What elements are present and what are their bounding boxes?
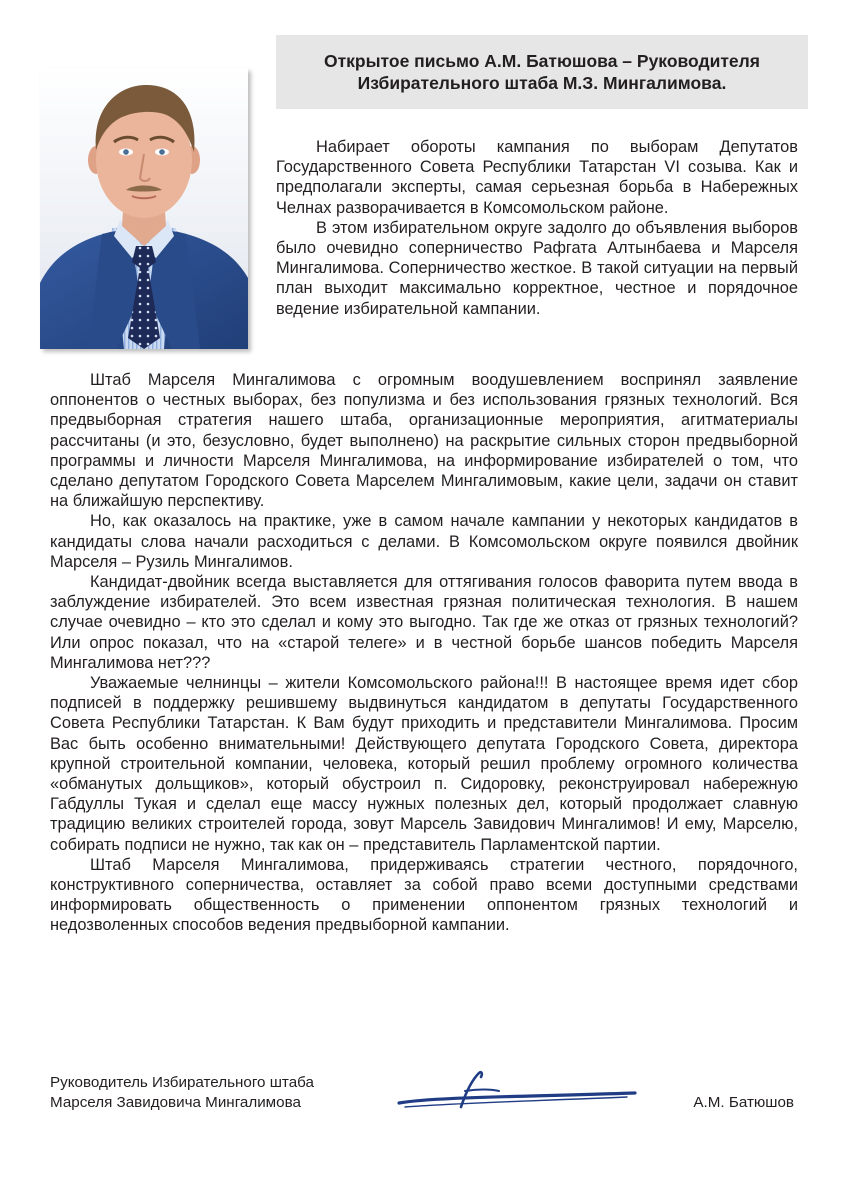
title-line-1: Открытое письмо А.М. Батюшова – Руководителя bbox=[323, 51, 760, 71]
signer-role-line-2: Марселя Завидовича Мингалимова bbox=[50, 1094, 301, 1111]
intro-paragraph: В этом избирательном округе задолго до объявления выборов было очевидно соперничество Рафгата Алтынбаева и Марселя Мингалимова. Соперничество жесткое. В такой ситуации на первый план выходит максимально корректное, честное и порядочное ведение избирательной кампании. bbox=[276, 218, 798, 318]
body-paragraph: Штаб Марселя Мингалимова, придерживаясь стратегии честного, порядочного, конструктивного соперничества, оставляет за собой право всеми доступными средствами информировать общественность о применении оппонентом грязных технологий и недозволенных способов ведения предвыборной кампании. bbox=[50, 855, 798, 935]
signer-role bbox=[50, 1073, 314, 1113]
author-portrait bbox=[40, 68, 248, 349]
letter-body bbox=[50, 370, 798, 936]
signer-role-line-1: Руководитель Избирательного штаба bbox=[50, 1074, 314, 1091]
body-paragraph: Но, как оказалось на практике, уже в самом начале кампании у некоторых кандидатов в кандидаты слова начали расходиться с делами. В Комсомольском округе появился двойник Марселя – Рузиль Мингалимов. bbox=[50, 512, 798, 571]
body-paragraph: Штаб Марселя Мингалимова с огромным воодушевлением воспринял заявление оппонентов о честных выборах, без популизма и без использования грязных технологий. Вся предвыборная стратегия нашего штаба, организационные мероприятия, агитматериалы рассчитаны (и это, безусловно, будет выполнено) на раскрытие сильных сторон предвыборной программы и личности Марселя Мингалимова, на информирование избирателей о том, что сделано депутатом Городского Совета Марселем Мингалимовым, какие цели, задачи он ставит на ближайшую перспективу. bbox=[50, 371, 798, 511]
body-paragraph: Уважаемые челнинцы – жители Комсомольского района!!! В настоящее время идет сбор подписей в поддержку решившему выдвинуться кандидатом в депутаты Государственного Совета Республики Татарстан. К Вам будут приходить и представители Мингалимова. Просим Вас быть особенно внимательными! Действующего депутата Городского Совета, директора крупной строительной компании, человека, который решил проблему огромного количества «обманутых дольщиков», который обустроил п. Сидоровку, реконструировал набережную Габдуллы Тукая и сделал еще массу нужных полезных дел, который продолжает славную традицию великих строителей города, зовут Марсель Завидович Мингалимов! И ему, Марселю, собирать подписи не нужно, так как он – представитель Парламентской партии. bbox=[50, 674, 798, 854]
letter-title bbox=[276, 35, 808, 109]
title-line-2: Избирательного штаба М.З. Мингалимова. bbox=[357, 73, 727, 93]
handwritten-signature-icon bbox=[395, 1067, 645, 1123]
signature-block bbox=[50, 1073, 798, 1123]
intro-paragraph: Набирает обороты кампания по выборам Депутатов Государственного Совета Республики Татарстан VI созыва. Как и предполагали эксперты, самая серьезная борьба в Набережных Челнах разворачивается в Комсомольском районе. bbox=[276, 138, 798, 217]
body-paragraph: Кандидат-двойник всегда выставляется для оттягивания голосов фаворита путем ввода в заблуждение избирателей. Это всем известная грязная политическая технология. В нашем случае очевидно – кто это сделал и кому это выгодно. Так где же отказ от грязных технологий? Или опрос показал, что на «старой телеге» и в честной борьбе шансов победить Марселя Мингалимова нет??? bbox=[50, 573, 798, 672]
signer-name: А.М. Батюшов bbox=[693, 1094, 794, 1111]
intro-text bbox=[276, 137, 798, 319]
